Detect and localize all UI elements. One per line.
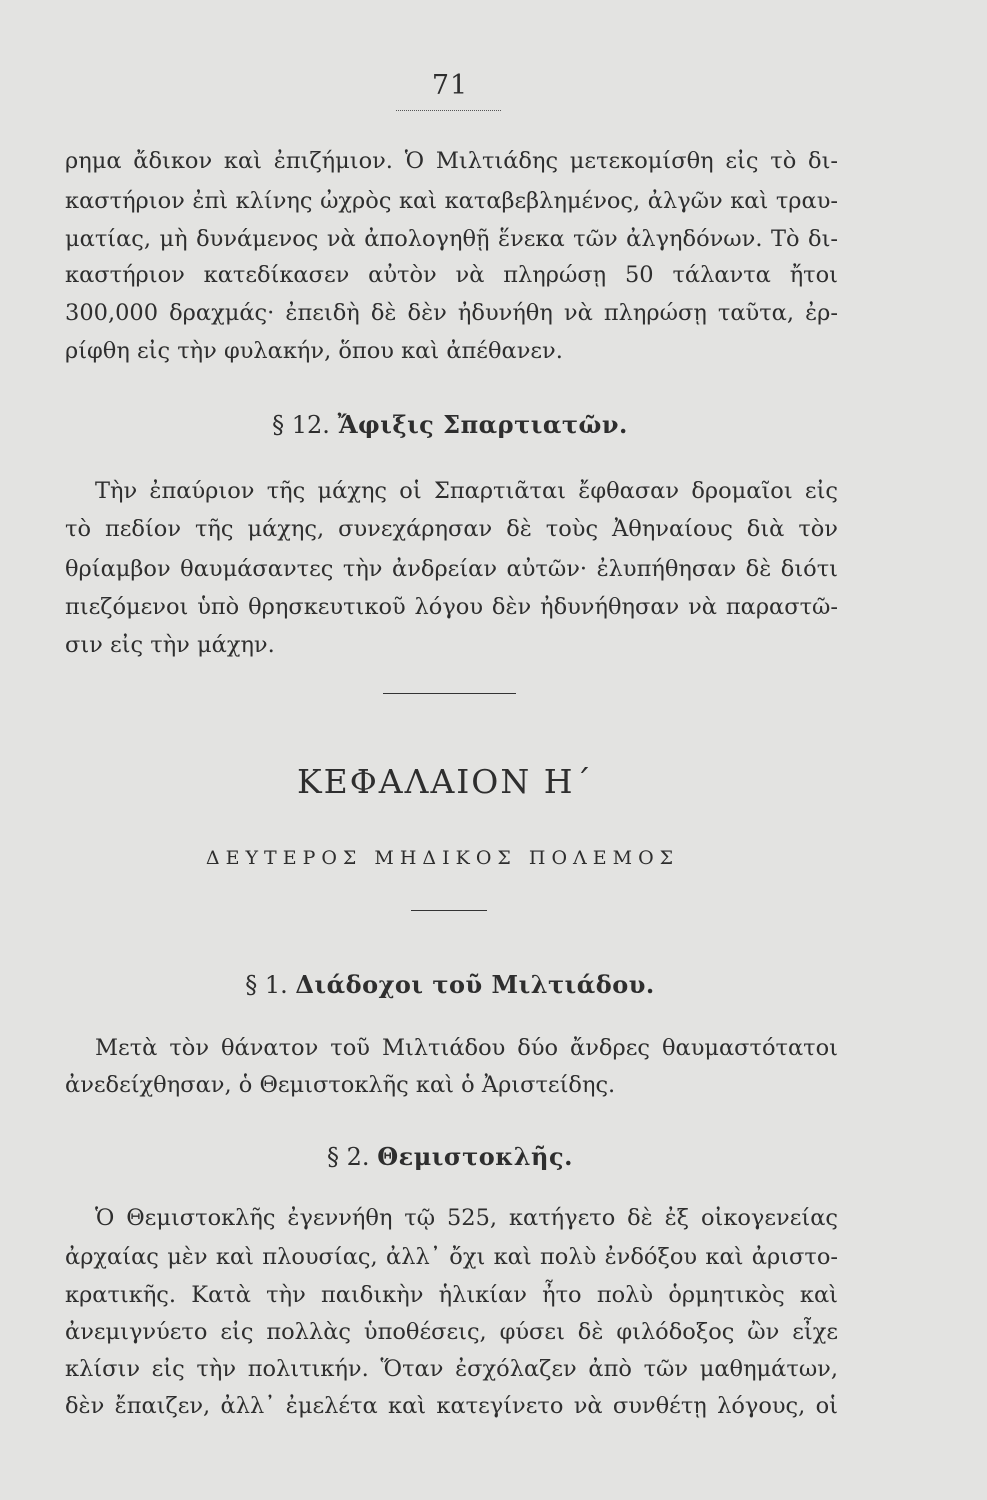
section-number: § 2. [327,1143,370,1171]
section-title: Διάδοχοι τοῦ Μιλτιάδου. [295,970,655,999]
text-line: ἀρχαίας μὲν καὶ πλουσίας, ἀλλ᾿ ὄχι καὶ πολὺ ἐνδόξου καὶ ἀριστο- [65,1244,838,1270]
text-line: καστήριον κατεδίκασεν αὐτὸν νὰ πληρώσῃ 50 τάλαντα ἤτοι [65,262,838,288]
text-line: ρημα ἄδικον καὶ ἐπιζήμιον. Ὁ Μιλτιάδης μετεκομίσθη εἰς τὸ δι- [65,148,838,174]
text-line: δὲν ἔπαιζεν, ἀλλ᾿ ἐμελέτα καὶ κατεγίνετο νὰ συνθέτῃ λόγους, οἱ [65,1393,838,1419]
chapter-divider [411,910,487,911]
section-title: Ἄφιξις Σπαρτιατῶν. [337,410,628,439]
section-title: Θεμιστοκλῆς. [377,1142,573,1171]
text-line: πιεζόμενοι ὑπὸ θρησκευτικοῦ λόγου δὲν ἠδυνήθησαν νὰ παραστῶ- [65,594,838,620]
text-line: ματίας, μὴ δυνάμενος νὰ ἀπολογηθῇ ἕνεκα τῶν ἀλγηδόνων. Τὸ δι- [65,226,838,252]
text-line: ρίφθη εἰς τὴν φυλακήν, ὅπου καὶ ἀπέθανεν. [65,338,563,364]
text-line: Μετὰ τὸν θάνατον τοῦ Μιλτιάδου δύο ἄνδρες θαυμαστότατοι [95,1035,838,1061]
section-heading-1 [0,970,900,999]
text-line: 300,000 δραχμάς· ἐπειδὴ δὲ δὲν ἠδυνήθη νὰ πληρώσῃ ταῦτα, ἐρ- [65,300,838,326]
text-line: τὸ πεδίον τῆς μάχης, συνεχάρησαν δὲ τοὺς Ἀθηναίους διὰ τὸν [65,516,838,542]
text-line: κρατικῆς. Κατὰ τὴν παιδικὴν ἡλικίαν ἦτο πολὺ ὁρμητικὸς καὶ [65,1282,838,1308]
page-number-rule [396,110,501,111]
text-line: Τὴν ἐπαύριον τῆς μάχης οἱ Σπαρτιᾶται ἔφθασαν δρομαῖοι εἰς [95,478,838,504]
chapter-subtitle: ΔΕΥΤΕΡΟΣ ΜΗΔΙΚΟΣ ΠΟΛΕΜΟΣ [205,847,680,869]
text-line: ἀνεδείχθησαν, ὁ Θεμιστοκλῆς καὶ ὁ Ἀριστείδης. [65,1072,616,1098]
text-line: κλίσιν εἰς τὴν πολιτικήν. Ὅταν ἐσχόλαζεν ἀπὸ τῶν μαθημάτων, [65,1356,838,1382]
chapter-title: ΚΕΦΑΛΑΙΟΝ Η΄ [296,762,594,801]
page-number: 71 [431,70,469,101]
section-heading-12 [0,410,900,439]
section-heading-2 [0,1142,900,1171]
section-number: § 1. [245,971,288,999]
text-line: θρίαμβον θαυμάσαντες τὴν ἀνδρείαν αὐτῶν· ἐλυπήθησαν δὲ διότι [65,556,838,582]
text-line: σιν εἰς τὴν μάχην. [65,632,275,658]
text-line: καστήριον ἐπὶ κλίνης ὠχρὸς καὶ καταβεβλημένος, ἀλγῶν καὶ τραυ- [65,188,838,214]
section-number: § 12. [272,411,330,439]
text-line: Ὁ Θεμιστοκλῆς ἐγεννήθη τῷ 525, κατήγετο δὲ ἐξ οἰκογενείας [95,1205,838,1231]
text-line: ἀνεμιγνύετο εἰς πολλὰς ὑποθέσεις, φύσει δὲ φιλόδοξος ὢν εἶχε [65,1319,838,1345]
section-divider [383,693,516,694]
